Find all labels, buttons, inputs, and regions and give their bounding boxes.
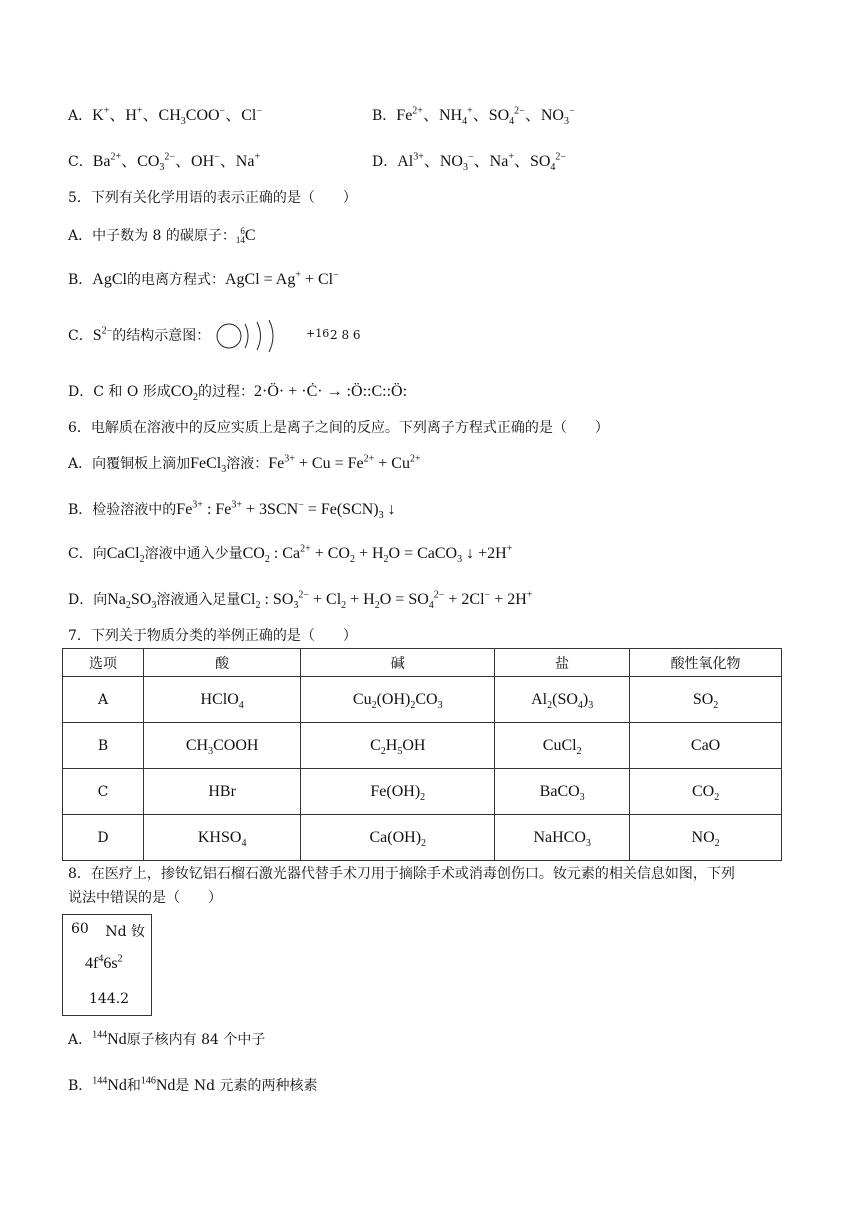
acid-cell: HClO$_4$ xyxy=(144,677,301,723)
q8-option-a-label: A． xyxy=(68,1032,93,1048)
q6-option-a-mid: 溶液： xyxy=(226,456,269,472)
electron-dot-formation: 2·Ö· + ·Ċ· → :Ö::C::Ö: xyxy=(254,383,408,400)
q8-stem-line1: 8．在医疗上，掺钕钇铝石榴石激光器代替手术刀用于摘除手术或消毒创伤口。钕元素的相关信息如图，下列 xyxy=(68,866,735,882)
carbon-isotope-notation: 6 14C xyxy=(235,226,256,246)
atom-nucleus-label: +16 xyxy=(306,327,330,340)
q5-option-b-label: B． xyxy=(68,272,93,288)
salt-cell: $Al_2(SO_4)_3$ xyxy=(495,677,630,723)
q8-option-a-text: 原子核内有 84 个中子 xyxy=(126,1032,266,1048)
element-atomic-mass: 144.2 xyxy=(89,991,130,1007)
q5-option-d-text: D．C 和 O 形成 xyxy=(68,384,171,400)
header-acid: 酸 xyxy=(144,649,301,677)
row-option: B xyxy=(63,723,144,769)
row-option: D xyxy=(63,815,144,861)
q5-option-b: B．AgCl的电离方程式：AgCl = Ag+ + Cl− xyxy=(68,269,339,288)
q5-option-d-mid: 的过程： xyxy=(198,384,254,400)
table-row xyxy=(63,677,782,723)
q5-option-c-label: C． xyxy=(68,328,93,344)
q8-option-b-label: B． xyxy=(68,1078,93,1094)
q4-option-a-label: A． xyxy=(68,108,93,124)
q4-option-b-label: B． xyxy=(372,108,397,124)
oxide-cell: $CO_2$ xyxy=(630,769,782,815)
salt-cell: NaHCO$_3$ xyxy=(495,815,630,861)
table-row xyxy=(63,769,782,815)
q4-option-c-label: C． xyxy=(68,154,93,170)
element-info-card xyxy=(62,914,152,1016)
q6-option-d: D．向$Na_2SO_3$溶液通入足量$Cl_2$ : $SO_3^{2-} + Cl_2 + H_2O = SO_4^{2-} + 2Cl^- + 2H^+$ xyxy=(68,589,533,612)
q5-option-c: C．$S^{2-}$的结构示意图： +16 2 8 6 xyxy=(68,318,285,354)
q5-option-a-text: A．中子数为 8 的碳原子： xyxy=(68,228,236,244)
q6-option-d-mid: 溶液通入足量 xyxy=(156,592,241,608)
salt-cell: BaCO$_3$ xyxy=(495,769,630,815)
header-salt: 盐 xyxy=(495,649,630,677)
header-acidic-oxide: 酸性氧化物 xyxy=(630,649,782,677)
base-cell: $C_2H_5OH$ xyxy=(301,723,495,769)
table-header-row xyxy=(63,649,782,677)
base-cell: $Cu_2(OH)_2CO_3$ xyxy=(301,677,495,723)
q4-option-d: D．$Al^{3+}$、$NO_3^-$、Na+、$SO_4^{2-}$ xyxy=(372,151,567,174)
q4-option-c: C．$Ba^{2+}$、$CO_3^{2-}$、OH−、Na+ xyxy=(68,151,261,174)
acid-cell: HBr xyxy=(144,769,301,815)
electron-configuration: $4f^46s^2$ xyxy=(85,953,123,972)
q6-option-c-mid: 溶液中通入少量 xyxy=(144,546,243,562)
q6-stem: 6．电解质在溶液中的反应实质上是离子之间的反应。下列离子方程式正确的是（ ） xyxy=(68,420,609,436)
oxide-cell: $SO_2$ xyxy=(630,677,782,723)
q6-option-d-text: D．向 xyxy=(68,592,108,608)
element-symbol: Nd 钕 xyxy=(105,924,145,940)
q4-option-a: A．K+、H+、$CH_3COO^-$、Cl− xyxy=(68,105,262,128)
q5-option-c-text: 的结构示意图： xyxy=(112,328,211,344)
base-cell: $Ca(OH)_2$ xyxy=(301,815,495,861)
q5-stem: 5．下列有关化学用语的表示正确的是（ ） xyxy=(68,190,357,206)
q6-option-a: A．向覆铜板上滴加FeCl$_3$溶液：$Fe^{3+} + Cu = Fe^{2+} + Cu^{2+}$ xyxy=(68,453,421,476)
header-base: 碱 xyxy=(301,649,495,677)
q8-stem-line2: 说法中错误的是（ ） xyxy=(68,890,222,906)
q6-option-b-text: B．检验溶液中的 xyxy=(68,502,177,518)
classification-table xyxy=(62,648,782,861)
q8-option-b-mid: 和 xyxy=(126,1078,141,1094)
q8-option-b: B．$^{144}$Nd和$^{146}$Nd是 Nd 元素的两种核素 xyxy=(68,1075,318,1094)
sulfide-ion-structure-diagram xyxy=(215,318,285,354)
q8-option-a: A．$^{144}$Nd原子核内有 84 个中子 xyxy=(68,1029,266,1048)
table-row xyxy=(63,815,782,861)
q7-stem: 7．下列关于物质分类的举例正确的是（ ） xyxy=(68,628,357,644)
q6-option-c: C．向CaCl$_2$溶液中通入少量$CO_2$ : $Ca^{2+} + CO_2 + H_2O$ = CaCO$_3$ ↓ +2H+ xyxy=(68,543,513,566)
element-atomic-number: 60 xyxy=(71,921,89,937)
atom-shells-label: 2 8 6 xyxy=(330,328,361,342)
q5-option-b-text: 的电离方程式： xyxy=(126,272,225,288)
q8-option-b-end: 是 Nd 元素的两种核素 xyxy=(175,1078,318,1094)
oxide-cell: $NO_2$ xyxy=(630,815,782,861)
q4-option-b: B．$Fe^{2+}$、$NH_4^+$、$SO_4^{2-}$、$NO_3^-$ xyxy=(372,105,575,128)
q4-option-d-label: D． xyxy=(372,154,398,170)
acid-cell: $KHSO_4$ xyxy=(144,815,301,861)
q6-option-c-text: C．向 xyxy=(68,546,107,562)
acid-cell: $CH_3COOH$ xyxy=(144,723,301,769)
row-option: C xyxy=(63,769,144,815)
q5-option-a xyxy=(68,226,256,246)
oxide-cell: CaO xyxy=(630,723,782,769)
salt-cell: CuCl$_2$ xyxy=(495,723,630,769)
q6-option-b: B．检验溶液中的$Fe^{3+}$ : $Fe^{3+} + 3SCN^- = Fe(SCN)_3$ ↓ xyxy=(68,499,396,522)
q5-option-d: D．C 和 O 形成$CO_2$的过程：2·Ö· + ·Ċ· → :Ö::C::Ö: xyxy=(68,383,408,404)
header-option: 选项 xyxy=(63,649,144,677)
row-option: A xyxy=(63,677,144,723)
base-cell: $Fe(OH)_2$ xyxy=(301,769,495,815)
q6-option-a-text: A．向覆铜板上滴加 xyxy=(68,456,191,472)
table-row xyxy=(63,723,782,769)
